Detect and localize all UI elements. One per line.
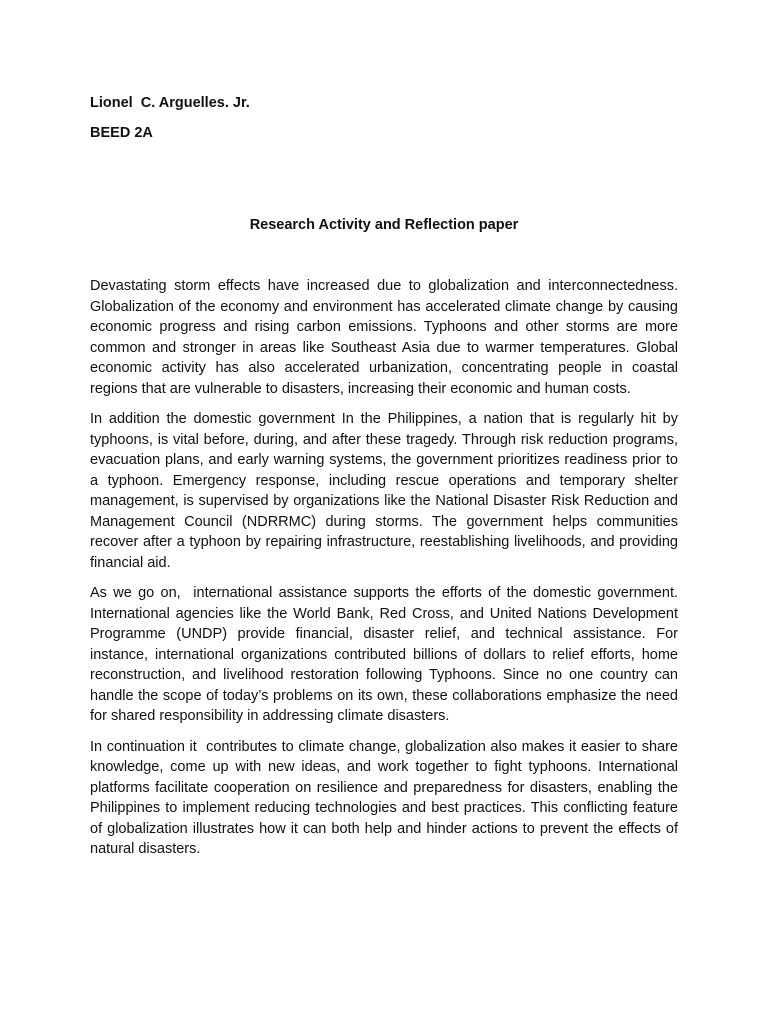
page-title: Research Activity and Reflection paper: [249, 217, 519, 233]
paragraph: As we go on, international assistance supports the efforts of the domestic government. International agencies like the World Bank, Red Cross, and United Nations Development Programme (UNDP) provide financial, disaster relief, and technical assistance. For instance, international organizations contributed billions of dollars to relief efforts, home reconstruction, and livelihood restoration following Typhoons. Since no one country can handle the scope of today’s problems on its own, these collaborations emphasize the need for shared responsibility in addressing climate disasters.: [90, 585, 683, 724]
paragraph: In continuation it contributes to climate change, globalization also makes it easier to share knowledge, come up with new ideas, and work together to fight typhoons. International platforms facilitate cooperation on resilience and preparedness for disasters, enabling the Philippines to implement reducing technologies and best practices. This conflicting feature of globalization illustrates how it can both help and hinder actions to prevent the effects of natural disasters.: [90, 738, 683, 857]
body-text: [90, 276, 683, 870]
paragraph: In addition the domestic government In the Philippines, a nation that is regularly hit by typhoons, is vital before, during, and after these tragedy. Through risk reduction programs, evacuation plans, and early warning systems, the government prioritizes readiness prior to a typhoon. Emergency response, including rescue operations and temporary shelter management, is supervised by organizations like the National Disaster Risk Reduction and Management Council (NDRRMC) during storms. The government helps communities recover after a typhoon by repairing infrastructure, reestablishing livelihoods, and providing financial aid.: [90, 411, 683, 571]
author-name: Lionel C. Arguelles. Jr.: [90, 95, 250, 111]
class-section: BEED 2A: [90, 125, 153, 141]
paragraph: Devastating storm effects have increased due to globalization and interconnectedness. Globalization of the economy and environment has accelerated climate change by causing economic progress and rising carbon emissions. Typhoons and other storms are more common and stronger in areas like Southeast Asia due to warmer temperatures. Global economic activity has also accelerated urbanization, concentrating people in coastal regions that are vulnerable to disasters, increasing their economic and human costs.: [90, 278, 683, 397]
